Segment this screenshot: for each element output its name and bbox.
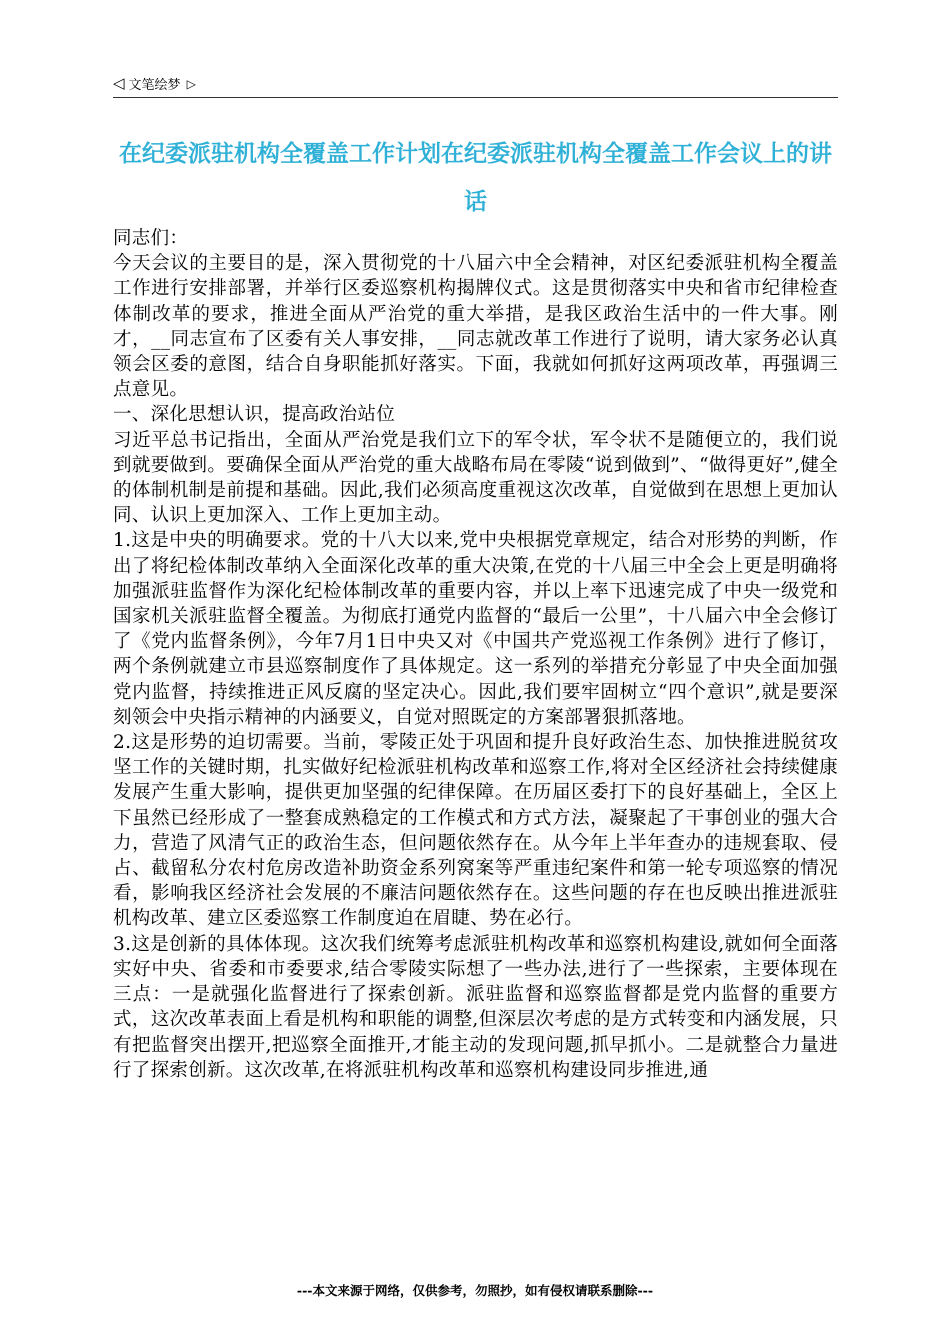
paragraph: 3.这是创新的具体体现。这次我们统筹考虑派驻机构改革和巡察机构建设,就如何全面落实好中央、省委和市委要求,结合零陵实际想了一些办法,进行了一些探索，主要体现在三点：一是就强化监督进行了探索创新。派驻监督和巡察监督都是党内监督的重要方式，这次改革表面上看是机构和职能的调整,但深层次考虑的是方式转变和内涵发展，只有把监督突出摆开,把巡察全面推开,才能主动的发现问题,抓早抓小。二是就整合力量进行了探索创新。这次改革,在将派驻机构改革和巡察机构建设同步推进,通: [113, 933, 838, 1081]
triangle-right-icon: ▷: [186, 76, 196, 91]
paragraph: 习近平总书记指出，全面从严治党是我们立下的军令状，军令状不是随便立的，我们说到就要做到。要确保全面从严治党的重大战略布局在零陵“说到做到”、“做得更好”,健全的体制机制是前提和基础。因此,我们必须高度重视这次改革，自觉做到在思想上更加认同、认识上更加深入、工作上更加主动。: [113, 429, 838, 527]
brand-name: 文笔绘梦: [128, 78, 181, 93]
document-body: [113, 226, 838, 1083]
salutation: 同志们：: [113, 228, 189, 249]
document-title: 在纪委派驻机构全覆盖工作计划在纪委派驻机构全覆盖工作会议上的讲话: [119, 141, 832, 215]
page-header: [113, 74, 196, 93]
triangle-left-icon: ◁: [113, 74, 125, 92]
footer-disclaimer: ---本文来源于网络，仅供参考，勿照抄，如有侵权请联系删除---: [296, 1283, 654, 1298]
paragraph: 今天会议的主要目的是，深入贯彻党的十八届六中全会精神，对区纪委派驻机构全覆盖工作进行安排部署，并举行区委巡察机构揭牌仪式。这是贯彻落实中央和省市纪律检查体制改革的要求，推进全面从严治党的重大举措，是我区政治生活中的一件大事。刚才，__同志宣布了区委有关人事安排，__同志就改革工作进行了说明，请大家务必认真领会区委的意图，结合自身职能抓好落实。下面，我就如何抓好这两项改革，再强调三点意见。: [113, 253, 838, 401]
paragraph: 1.这是中央的明确要求。党的十八大以来,党中央根据党章规定，结合对形势的判断，作出了将纪检体制改革纳入全面深化改革的重大决策,在党的十八届三中全会上更是明确将加强派驻监督作为深化纪检体制改革的重要内容，并以上率下迅速完成了中央一级党和国家机关派驻监督全覆盖。为彻底打通党内监督的“最后一公里”，十八届六中全会修订了《党内监督条例》，今年7月1日中央又对《中国共产党巡视工作条例》进行了修订，两个条例就建立市县巡察制度作了具体规定。这一系列的举措充分彰显了中央全面加强党内监督，持续推进正风反腐的坚定决心。因此,我们要牢固树立“四个意识”,就是要深刻领会中央指示精神的内涵要义，自觉对照既定的方案部署狠抓落地。: [113, 530, 838, 728]
section-heading: 一、深化思想认识，提高政治站位: [113, 404, 396, 426]
paragraph: 2.这是形势的迫切需要。当前，零陵正处于巩固和提升良好政治生态、加快推进脱贫攻坚工作的关键时期，扎实做好纪检派驻机构改革和巡察工作,将对全区经济社会持续健康发展产生重大影响，提供更加坚强的纪律保障。在历届区委打下的良好基础上，全区上下虽然已经形成了一整套成熟稳定的工作模式和方式方法，凝聚起了干事创业的强大合力，营造了风清气正的政治生态，但问题依然存在。从今年上半年查办的违规套取、侵占、截留私分农村危房改造补助资金系列窝案等严重违纪案件和第一轮专项巡察的情况看，影响我区经济社会发展的不廉洁问题依然存在。这些问题的存在也反映出推进派驻机构改革、建立区委巡察工作制度迫在眉睫、势在必行。: [113, 732, 838, 930]
header-divider: [113, 97, 838, 98]
